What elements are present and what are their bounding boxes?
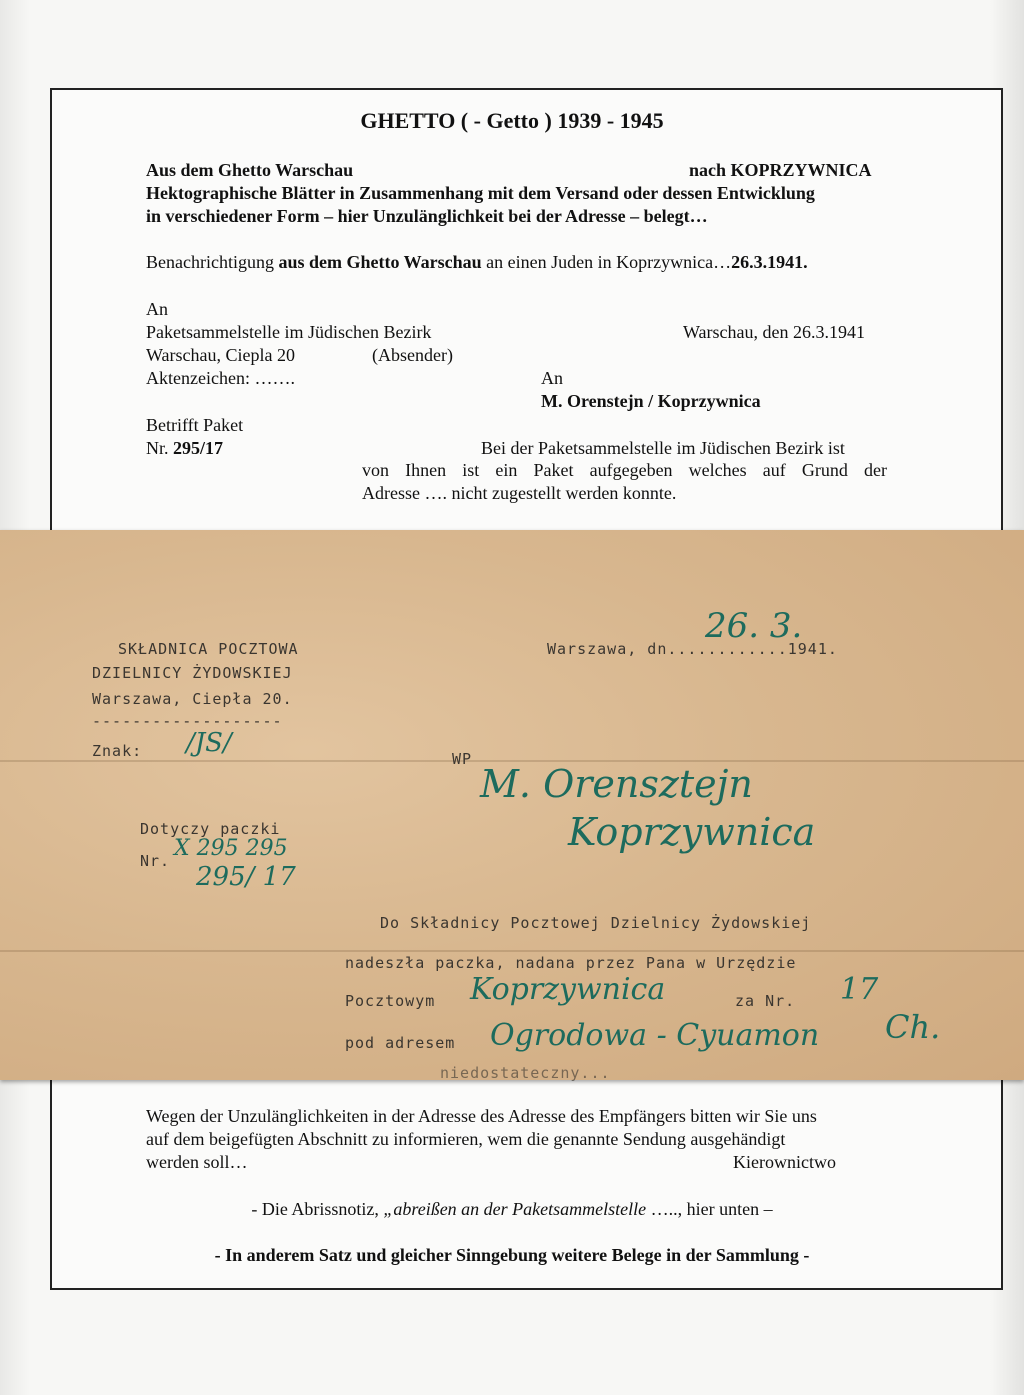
destination-text: nach KOPRZYWNICA: [689, 160, 872, 180]
sender-name: Paketsammelstelle im Jüdischen Bezirk: [146, 322, 432, 342]
parcel-number: [146, 438, 223, 459]
body-line-3: Adresse …. nicht zugestellt werden konnte.: [362, 483, 677, 503]
recipient-name: M. Orenstejn / Koprzywnica: [541, 391, 761, 411]
office-divider: -------------------: [92, 712, 283, 730]
parcel-number-value: 295/17: [173, 438, 224, 458]
intro-line: [146, 252, 808, 273]
form-address-label: pod adresem: [345, 1034, 456, 1052]
handwritten-initials: /JS/: [186, 728, 232, 758]
intro-date: 26.3.1941.: [731, 252, 808, 272]
to-label-2: An: [541, 368, 563, 388]
description-line-1: Hektographische Blätter in Zusammenhang mit dem Versand oder dessen Entwicklung: [146, 183, 815, 203]
reference-mark-label: Znak:: [92, 742, 143, 760]
handwritten-address: Ogrodowa - Cyuamon: [490, 1018, 820, 1053]
form-text-line-1: Do Składnicy Pocztowej Dzielnicy Żydowskiej: [380, 914, 812, 932]
origin-text: Aus dem Ghetto Warschau: [146, 160, 354, 180]
form-text-line-2: nadeszła paczka, nadana przez Pana w Urzędzie: [345, 954, 797, 972]
parcel-subject-label: Dotyczy paczki: [140, 820, 281, 838]
office-name-2: DZIELNICY ŻYDOWSKIEJ: [92, 664, 293, 682]
tear-off-note: [0, 1199, 1024, 1220]
office-address: Warszawa, Ciepła 20.: [92, 690, 293, 708]
intro-part-1: Benachrichtigung: [146, 252, 279, 272]
handwritten-town: Koprzywnica: [568, 810, 816, 854]
form-post-office-label: Pocztowym: [345, 992, 436, 1010]
postal-notice-form: [0, 530, 1024, 1080]
subject-label: Betrifft Paket: [146, 415, 244, 435]
handwritten-address-suffix: Ch.: [885, 1008, 941, 1046]
handwritten-recipient: M. Orensztejn: [480, 762, 753, 806]
handwritten-nr: 295/ 17: [196, 862, 296, 892]
tear-off-suffix: ….., hier unten –: [646, 1199, 773, 1219]
handwritten-nr-struck: X 295 295: [174, 836, 288, 861]
form-date-dots: ...........: [677, 640, 788, 658]
sender-address: Warschau, Ciepla 20: [146, 345, 296, 365]
intro-part-2: aus dem Ghetto Warschau: [278, 252, 482, 272]
footer-line-2: auf dem beigefügten Abschnitt zu informieren, wem die genannte Sendung ausgehändigt: [146, 1129, 786, 1149]
description-line-2: in verschiedener Form – hier Unzulänglichkeit bei der Adresse – belegt…: [146, 206, 708, 226]
footer-line-1: Wegen der Unzulänglichkeiten in der Adresse des Adresse des Empfängers bitten wir Sie uns: [146, 1106, 817, 1126]
page-title: GHETTO ( - Getto ) 1939 - 1945: [360, 108, 664, 133]
body-line-2: von Ihnen ist ein Paket aufgegeben welches auf Grund der: [362, 460, 887, 480]
parcel-number-label: Nr.: [146, 438, 173, 458]
fold-line: [0, 950, 1024, 952]
tear-off-italic: „abreißen an der Paketsammelstelle: [383, 1199, 647, 1219]
handwritten-number: 17: [840, 972, 879, 1007]
signature-office: Kierownictwo: [733, 1152, 836, 1172]
translation-date: Warschau, den 26.3.1941: [683, 322, 866, 342]
form-date-prefix: Warszawa, dn.: [547, 640, 678, 658]
body-line-1: Bei der Paketsammelstelle im Jüdischen Bezirk ist: [481, 438, 845, 458]
reference-label: Aktenzeichen: …….: [146, 368, 295, 388]
form-number-label: za Nr.: [735, 992, 796, 1010]
footer-line-3: werden soll…: [146, 1152, 248, 1172]
office-name-1: SKŁADNICA POCZTOWA: [118, 640, 299, 658]
form-date-year: 1941.: [787, 640, 838, 658]
intro-part-3: an einen Juden in Koprzywnica…: [481, 252, 732, 272]
handwritten-date: 26. 3.: [705, 606, 803, 646]
tear-off-prefix: - Die Abrissnotiz,: [251, 1199, 384, 1219]
to-label: An: [146, 299, 168, 319]
parcel-nr-label: Nr.: [140, 852, 171, 870]
collection-note: - In anderem Satz und gleicher Sinngebung weitere Belege in der Sammlung -: [214, 1245, 810, 1265]
handwritten-post-office: Koprzywnica: [470, 972, 666, 1007]
addressee-prefix: WP: [452, 750, 473, 768]
sender-label: (Absender): [372, 345, 453, 365]
form-text-cut-off: niedostateczny...: [440, 1064, 611, 1082]
